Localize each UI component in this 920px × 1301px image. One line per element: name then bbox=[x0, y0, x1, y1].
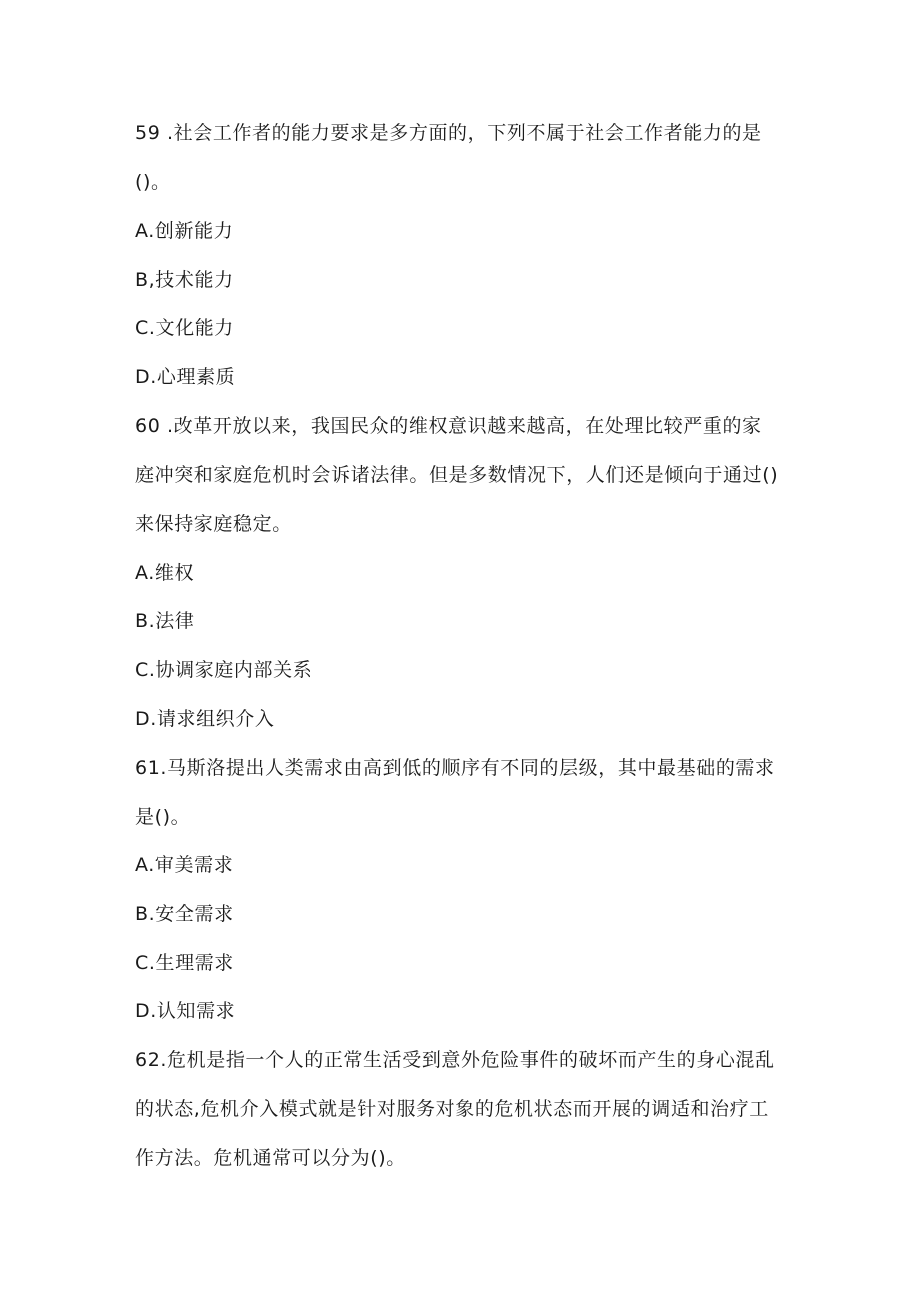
question-60-option-a: A.维权 bbox=[135, 562, 195, 584]
question-59-option-a: A.创新能力 bbox=[135, 220, 234, 242]
question-60-stem-line-3: 来保持家庭稳定。 bbox=[135, 513, 292, 535]
question-62-stem-line-1: 62.危机是指一个人的正常生活受到意外危险事件的破坏而产生的身心混乱 bbox=[135, 1049, 775, 1071]
question-59-option-c: C.文化能力 bbox=[135, 317, 234, 339]
question-59-stem-line-2: ()。 bbox=[135, 171, 171, 193]
question-59-option-d: D.心理素质 bbox=[135, 366, 236, 388]
question-62-stem-line-2: 的状态,危机介入模式就是针对服务对象的危机状态而开展的调适和治疗工 bbox=[135, 1098, 769, 1120]
question-59-option-b: B,技术能力 bbox=[135, 269, 234, 291]
question-61-option-c: C.生理需求 bbox=[135, 952, 234, 974]
question-60-stem-line-2: 庭冲突和家庭危机时会诉诸法律。但是多数情况下，人们还是倾向于通过() bbox=[135, 464, 779, 486]
question-62-stem-line-3: 作方法。危机通常可以分为()。 bbox=[135, 1147, 406, 1169]
question-59-stem-line-1: 59 .社会工作者的能力要求是多方面的，下列不属于社会工作者能力的是 bbox=[135, 122, 762, 144]
question-61-stem-line-1: 61.马斯洛提出人类需求由高到低的顺序有不同的层级，其中最基础的需求 bbox=[135, 757, 775, 779]
question-60-stem-line-1: 60 .改革开放以来，我国民众的维权意识越来越高，在处理比较严重的家 bbox=[135, 415, 762, 437]
question-60-option-b: B.法律 bbox=[135, 610, 195, 632]
question-60-option-d: D.请求组织介入 bbox=[135, 708, 275, 730]
question-61-stem-line-2: 是()。 bbox=[135, 806, 191, 828]
question-61-option-a: A.审美需求 bbox=[135, 854, 234, 876]
question-61-option-d: D.认知需求 bbox=[135, 1000, 236, 1022]
question-61-option-b: B.安全需求 bbox=[135, 903, 234, 925]
question-60-option-c: C.协调家庭内部关系 bbox=[135, 659, 313, 681]
